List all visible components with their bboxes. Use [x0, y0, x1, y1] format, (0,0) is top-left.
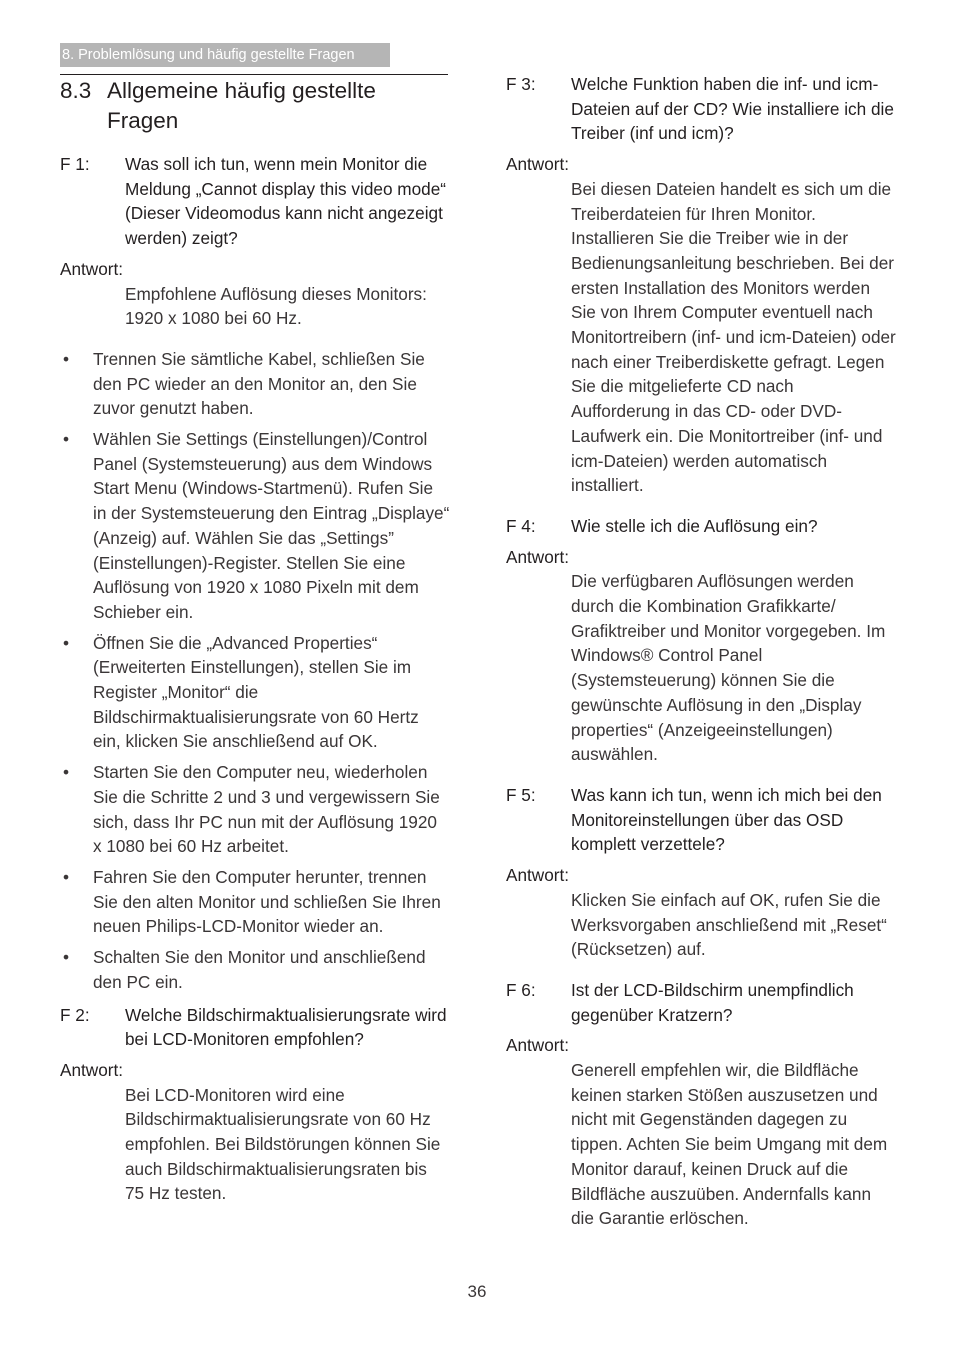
question-text: Welche Bildschirmaktualisierungsrate wird bei LCD-Monitoren empfohlen?: [125, 1004, 447, 1050]
list-item: • Fahren Sie den Computer herunter, trennen Sie den alten Monitor und schließen Sie Ihren neuen Philips-LCD-Monitor wieder an.: [63, 866, 441, 937]
answer-label: Antwort:: [60, 258, 124, 279]
section-tag: 8. Problemlösung und häufig gestellte Fragen: [60, 43, 390, 67]
bullet-icon: •: [63, 632, 70, 653]
list-item: • Schalten Sie den Monitor und anschließend den PC ein.: [63, 947, 426, 992]
question-text: Was soll ich tun, wenn mein Monitor die Meldung „Cannot display this video mode“ (Dieser Videomodus kann nicht angezeigt werden) zeigt?: [125, 154, 447, 249]
faq-question-2: [60, 1003, 450, 1052]
header-rule: [60, 74, 448, 75]
question-label: F 2:: [60, 1004, 90, 1025]
list-item: • Starten Sie den Computer neu, wiederholen Sie die Schritte 2 und 3 und vergewissern Sie sich, dass Ihr PC nun mit der Auflösung 1920 x 1080 bei 60 Hz arbeitet.: [63, 762, 440, 857]
question-text: Was kann ich tun, wenn ich mich bei den Monitoreinstellungen über das OSD komplett verzettele?: [571, 784, 882, 855]
troubleshooting-list: [60, 347, 450, 995]
faq-question-6: [506, 978, 896, 1027]
question-text: Welche Funktion haben die inf- und icm-Dateien auf der CD? Wie installiere ich die Treiber (inf und icm)?: [571, 74, 894, 144]
bullet-icon: •: [63, 947, 70, 968]
faq-question-1: [60, 152, 450, 251]
answer-text: Bei diesen Dateien handelt es sich um die Treiberdateien für Ihren Monitor. Installieren Sie die Treiber wie in der Bedienungsanleitung beschrieben. Bei der ersten Installation des Monitors werden Sie von Ihrem Computer eventuell nach Monitortreibern (inf- und icm-Dateien) oder nach einer Treiberdiskette gefragt. Legen Sie die mitgelieferte CD nach Aufforderung in das CD- oder DVD-Laufwerk ein. Die Monitortreiber (inf- und icm-Dateien) werden automatisch installiert.: [571, 178, 896, 496]
bullet-icon: •: [63, 866, 70, 887]
right-column: [506, 72, 896, 1231]
list-item: • Öffnen Sie die „Advanced Properties“ (Erweiterten Einstellungen), stellen Sie im Register „Monitor“ die Bildschirmaktualisierungsrate von 60 Hertz ein, klicken Sie anschließend auf OK.: [63, 632, 419, 752]
answer-label: Antwort:: [506, 1035, 570, 1056]
section-title: Allgemeine häufig gestellte Fragen: [107, 78, 376, 133]
question-text: Ist der LCD-Bildschirm unempfindlich gegenüber Kratzern?: [571, 979, 854, 1025]
answer-text: Die verfügbaren Auflösungen werden durch die Kombination Grafikkarte/ Grafiktreiber und Monitor vorgegeben. Im Windows® Control Panel (Systemsteuerung) können Sie die gewünschte Auflösung in den „Display properties“ (Anzeigeeinstellungen) auswählen.: [571, 571, 886, 765]
list-item: • Trennen Sie sämtliche Kabel, schließen Sie den PC wieder an den Monitor an, den Sie zuvor genutzt haben.: [63, 348, 425, 419]
faq-question-3: [506, 72, 896, 146]
question-label: F 4:: [506, 515, 536, 536]
question-text: Wie stelle ich die Auflösung ein?: [571, 515, 818, 536]
answer-label: Antwort:: [506, 154, 570, 175]
page-number: 36: [467, 1282, 487, 1301]
bullet-icon: •: [63, 429, 70, 450]
faq-question-4: [506, 514, 896, 539]
answer-label: Antwort:: [506, 865, 570, 886]
answer-text: Klicken Sie einfach auf OK, rufen Sie die Werksvorgaben anschließend mit „Reset“ (Rücksetzen) auf.: [571, 889, 887, 960]
question-label: F 5:: [506, 784, 536, 805]
faq-question-5: [506, 783, 896, 857]
answer-text: Bei LCD-Monitoren wird eine Bildschirmaktualisierungsrate von 60 Hz empfohlen. Bei Bildstörungen können Sie auch Bildschirmaktualisierungsraten bis 75 Hz testen.: [125, 1084, 441, 1204]
answer-text: Generell empfehlen wir, die Bildfläche keinen starken Stößen auszusetzen und nicht mit Gegenständen dagegen zu tippen. Achten Sie beim Umgang mit dem Monitor darauf, keinen Druck auf die Bildfläche auszuüben. Andernfalls kann die Garantie erlöschen.: [571, 1060, 888, 1229]
bullet-icon: •: [63, 348, 70, 369]
left-column: [60, 152, 450, 1206]
bullet-icon: •: [63, 762, 70, 783]
question-label: F 1:: [60, 154, 90, 174]
section-number: 8.3: [60, 78, 92, 103]
question-label: F 3:: [506, 74, 536, 94]
answer-label: Antwort:: [506, 546, 570, 567]
answer-label: Antwort:: [60, 1059, 124, 1080]
question-label: F 6:: [506, 979, 536, 1000]
answer-text: Empfohlene Auflösung dieses Monitors: 1920 x 1080 bei 60 Hz.: [125, 283, 427, 329]
list-item: • Wählen Sie Settings (Einstellungen)/Control Panel (Systemsteuerung) aus dem Windows Start Menu (Windows-Startmenü). Rufen Sie in der Systemsteuerung den Eintrag „Displaye“ (Anzeig) auf. Wählen Sie das „Settings” (Einstellungen)-Register. Stellen Sie eine Auflösung von 1920 x 1080 Pixeln mit dem Schieber ein.: [63, 429, 450, 622]
